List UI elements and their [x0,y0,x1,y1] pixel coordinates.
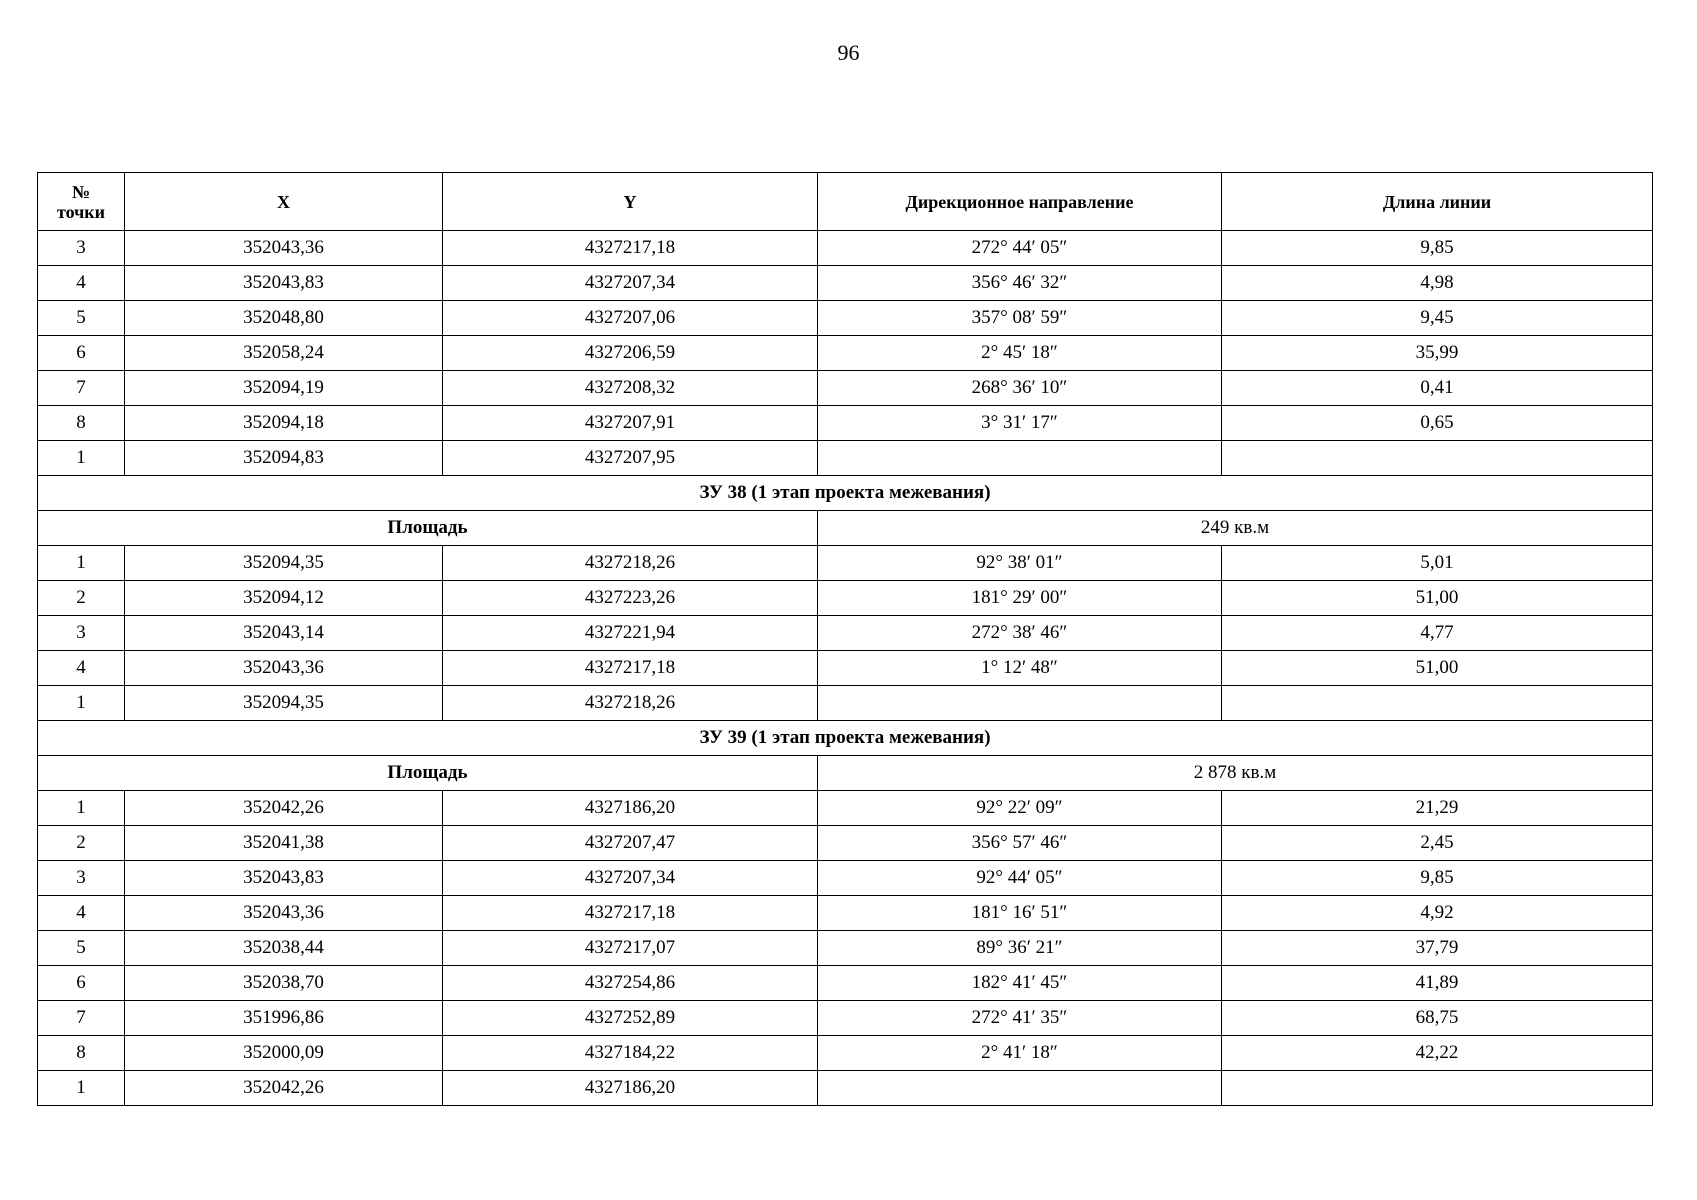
area-row [38,511,1653,546]
cell-point: 7 [38,1001,125,1036]
cell-y: 4327218,26 [443,546,818,581]
table-row [38,791,1653,826]
table-row [38,371,1653,406]
cell-point: 3 [38,231,125,266]
table-row [38,546,1653,581]
cell-point: 3 [38,616,125,651]
cell-length: 37,79 [1222,931,1653,966]
cell-length: 4,77 [1222,616,1653,651]
cell-point: 7 [38,371,125,406]
cell-y: 4327254,86 [443,966,818,1001]
cell-direction: 2° 41′ 18″ [818,1036,1222,1071]
area-value: 249 кв.м [818,511,1653,546]
cell-point: 5 [38,931,125,966]
cell-x: 352043,83 [125,266,443,301]
cell-y: 4327217,18 [443,231,818,266]
cell-point: 6 [38,966,125,1001]
cell-length [1222,686,1653,721]
cell-y: 4327252,89 [443,1001,818,1036]
cell-direction: 272° 44′ 05″ [818,231,1222,266]
section-title-row [38,721,1653,756]
cell-length: 68,75 [1222,1001,1653,1036]
cell-point: 4 [38,266,125,301]
cell-y: 4327186,20 [443,1071,818,1106]
cell-x: 352000,09 [125,1036,443,1071]
cell-direction: 92° 38′ 01″ [818,546,1222,581]
header-x: X [125,173,443,231]
coordinates-table [37,172,1653,1106]
cell-direction [818,441,1222,476]
table-row [38,301,1653,336]
table-row [38,861,1653,896]
cell-y: 4327223,26 [443,581,818,616]
cell-point: 3 [38,861,125,896]
table-header-row [38,173,1653,231]
cell-y: 4327208,32 [443,371,818,406]
cell-length: 35,99 [1222,336,1653,371]
area-row [38,756,1653,791]
cell-x: 352042,26 [125,791,443,826]
table-row [38,616,1653,651]
cell-point: 5 [38,301,125,336]
cell-x: 352043,36 [125,231,443,266]
area-value: 2 878 кв.м [818,756,1653,791]
cell-direction: 92° 22′ 09″ [818,791,1222,826]
cell-point: 8 [38,406,125,441]
cell-length: 9,85 [1222,861,1653,896]
table-row [38,336,1653,371]
cell-x: 352043,14 [125,616,443,651]
cell-point: 1 [38,546,125,581]
cell-y: 4327217,07 [443,931,818,966]
cell-direction: 268° 36′ 10″ [818,371,1222,406]
cell-length: 5,01 [1222,546,1653,581]
page-number: 96 [837,40,860,65]
cell-y: 4327207,34 [443,861,818,896]
cell-x: 352094,12 [125,581,443,616]
table-row [38,966,1653,1001]
cell-y: 4327207,06 [443,301,818,336]
cell-x: 352038,44 [125,931,443,966]
cell-length: 0,41 [1222,371,1653,406]
cell-y: 4327184,22 [443,1036,818,1071]
table-row [38,266,1653,301]
cell-point: 1 [38,1071,125,1106]
table-row [38,896,1653,931]
cell-direction: 356° 57′ 46″ [818,826,1222,861]
table-row [38,686,1653,721]
cell-x: 352094,35 [125,686,443,721]
cell-point: 1 [38,441,125,476]
cell-length: 4,92 [1222,896,1653,931]
cell-point: 6 [38,336,125,371]
cell-direction: 3° 31′ 17″ [818,406,1222,441]
cell-length: 51,00 [1222,651,1653,686]
header-y: Y [443,173,818,231]
cell-length [1222,441,1653,476]
table-row [38,1001,1653,1036]
cell-point: 1 [38,686,125,721]
cell-x: 352094,19 [125,371,443,406]
cell-x: 352043,36 [125,896,443,931]
area-label: Площадь [38,756,818,791]
cell-length: 9,45 [1222,301,1653,336]
table-row [38,231,1653,266]
cell-direction: 272° 38′ 46″ [818,616,1222,651]
cell-y: 4327186,20 [443,791,818,826]
cell-direction: 181° 16′ 51″ [818,896,1222,931]
cell-direction: 2° 45′ 18″ [818,336,1222,371]
table-row [38,581,1653,616]
cell-y: 4327218,26 [443,686,818,721]
section-title: ЗУ 38 (1 этап проекта межевания) [38,476,1653,511]
table-row [38,651,1653,686]
cell-x: 352094,35 [125,546,443,581]
cell-length: 51,00 [1222,581,1653,616]
header-direction: Дирекционное направление [818,173,1222,231]
cell-y: 4327217,18 [443,651,818,686]
cell-direction: 357° 08′ 59″ [818,301,1222,336]
cell-length: 0,65 [1222,406,1653,441]
table-row [38,406,1653,441]
cell-direction: 181° 29′ 00″ [818,581,1222,616]
cell-length: 41,89 [1222,966,1653,1001]
cell-direction: 89° 36′ 21″ [818,931,1222,966]
cell-direction: 182° 41′ 45″ [818,966,1222,1001]
header-point-number: № точки [38,173,125,231]
cell-length [1222,1071,1653,1106]
cell-point: 8 [38,1036,125,1071]
table-row [38,931,1653,966]
cell-point: 2 [38,581,125,616]
cell-y: 4327207,34 [443,266,818,301]
table-row [38,1036,1653,1071]
cell-x: 352038,70 [125,966,443,1001]
cell-y: 4327207,95 [443,441,818,476]
area-label: Площадь [38,511,818,546]
cell-length: 21,29 [1222,791,1653,826]
table-row [38,1071,1653,1106]
cell-direction: 272° 41′ 35″ [818,1001,1222,1036]
table-body [38,231,1653,1106]
cell-x: 352094,83 [125,441,443,476]
cell-x: 352041,38 [125,826,443,861]
cell-y: 4327221,94 [443,616,818,651]
cell-y: 4327206,59 [443,336,818,371]
header-length: Длина линии [1222,173,1653,231]
cell-y: 4327207,91 [443,406,818,441]
table-row [38,826,1653,861]
cell-direction: 92° 44′ 05″ [818,861,1222,896]
cell-x: 352042,26 [125,1071,443,1106]
table-row [38,441,1653,476]
cell-length: 9,85 [1222,231,1653,266]
cell-point: 4 [38,896,125,931]
cell-x: 352048,80 [125,301,443,336]
cell-x: 352094,18 [125,406,443,441]
cell-point: 4 [38,651,125,686]
cell-point: 2 [38,826,125,861]
cell-x: 351996,86 [125,1001,443,1036]
section-title: ЗУ 39 (1 этап проекта межевания) [38,721,1653,756]
cell-length: 42,22 [1222,1036,1653,1071]
cell-x: 352043,36 [125,651,443,686]
cell-direction: 1° 12′ 48″ [818,651,1222,686]
cell-point: 1 [38,791,125,826]
cell-direction [818,1071,1222,1106]
cell-length: 2,45 [1222,826,1653,861]
cell-direction [818,686,1222,721]
cell-length: 4,98 [1222,266,1653,301]
section-title-row [38,476,1653,511]
cell-x: 352043,83 [125,861,443,896]
cell-y: 4327217,18 [443,896,818,931]
cell-x: 352058,24 [125,336,443,371]
cell-direction: 356° 46′ 32″ [818,266,1222,301]
cell-y: 4327207,47 [443,826,818,861]
